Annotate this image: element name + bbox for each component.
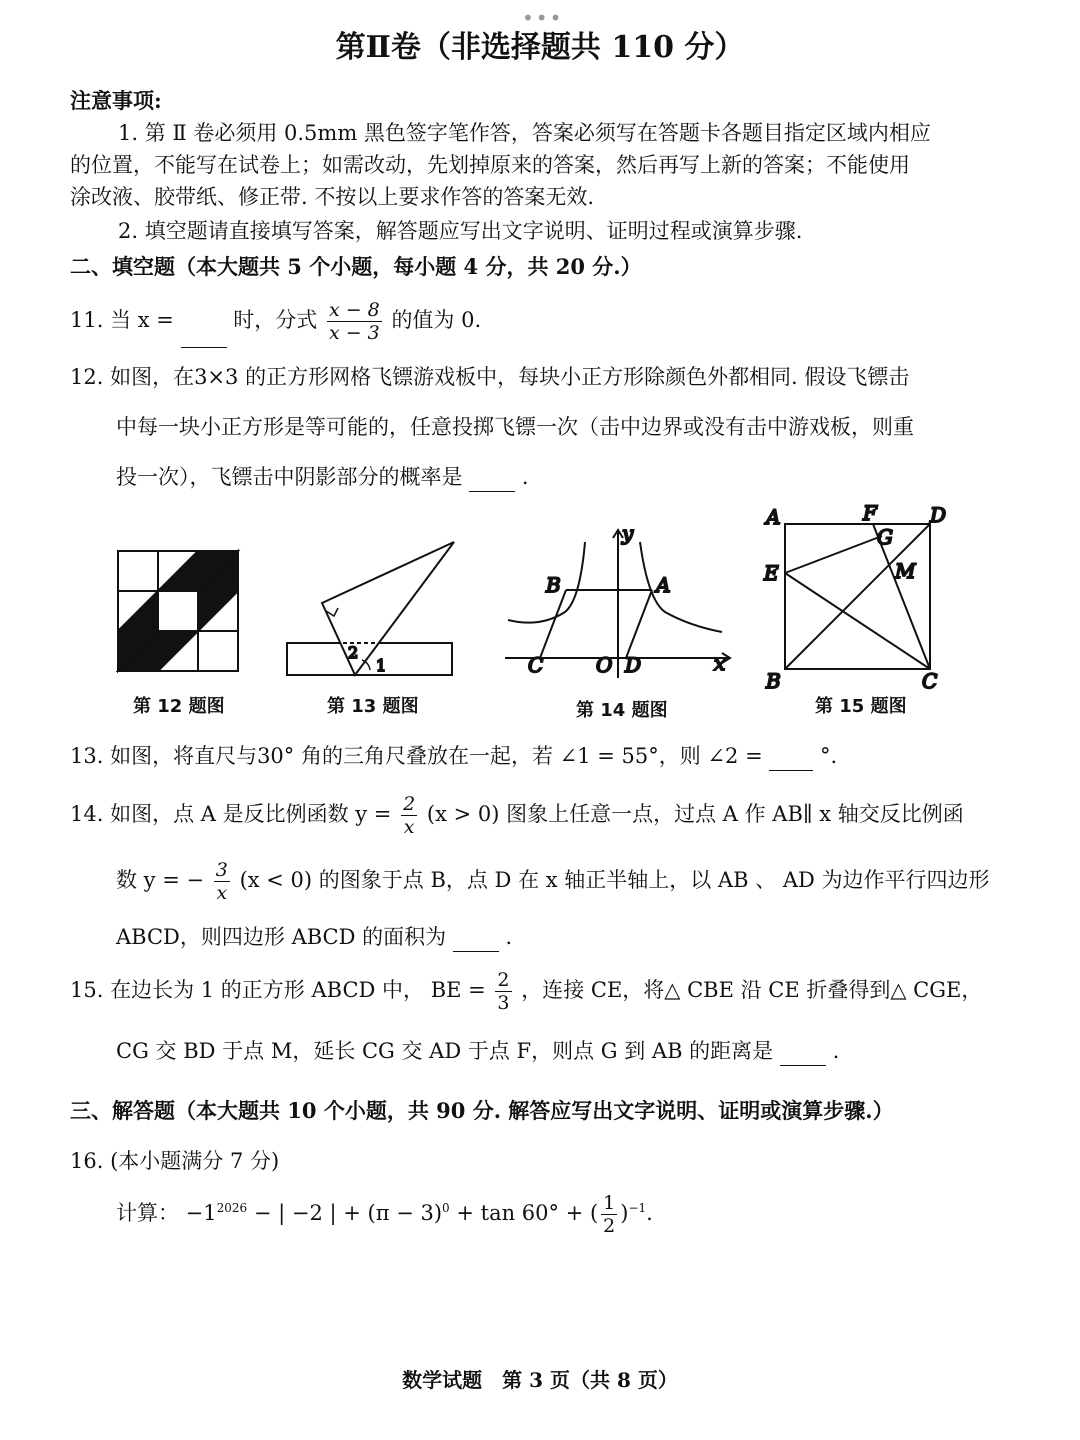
- q15-denominator: 3: [497, 992, 510, 1014]
- q13-text-b: °.: [820, 744, 838, 768]
- caption-fig-13: 第 13 题图: [327, 696, 419, 717]
- q14-text-2a: 数 y = −: [116, 868, 205, 892]
- figure-14-hyperbola: [505, 521, 730, 678]
- q16-expression: [116, 1180, 653, 1241]
- label-c: C: [528, 653, 544, 677]
- angle-2-label: 2: [348, 643, 359, 662]
- q14-fraction-2: [214, 859, 230, 904]
- q11-fraction: [327, 299, 382, 344]
- white-center: [158, 591, 198, 631]
- q15-numerator: 2: [497, 969, 510, 991]
- triangle-ruler: [322, 542, 454, 675]
- page-footer: 数学试题 第 3 页（共 8 页）: [402, 1368, 678, 1392]
- label-f: F: [863, 501, 877, 525]
- note-1-line-1: 1. 第 Ⅱ 卷必须用 0.5mm 黑色签字笔作答，答案必须写在答题卡各题目指定区域内相应: [118, 121, 931, 145]
- q12-line-3: [116, 462, 529, 492]
- q16-exp-3: −1: [628, 1201, 647, 1215]
- q16-exp-2: 0: [442, 1201, 450, 1215]
- label-a: A: [766, 505, 781, 529]
- notes-heading: 注意事项:: [70, 88, 162, 113]
- caption-fig-15: 第 15 题图: [815, 696, 907, 717]
- figure-13-ruler-triangle: [287, 542, 454, 675]
- q16-numerator: 1: [603, 1192, 616, 1214]
- q14-fraction-1: [401, 793, 417, 838]
- q15-text-2b: .: [832, 1039, 840, 1063]
- q15-fraction: [495, 969, 511, 1014]
- segment-ce: [785, 573, 930, 669]
- q12-text-b: .: [521, 465, 529, 489]
- drag-handle: •••: [522, 6, 564, 30]
- q16-text-a: 计算： −1: [116, 1201, 217, 1225]
- label-b: B: [546, 573, 561, 597]
- q14-f2-numerator: 3: [215, 859, 228, 881]
- q12-line-2: 中每一块小正方形是等可能的，任意投掷飞镖一次（击中边界或没有击中游戏板，则重: [116, 415, 914, 439]
- label-m: M: [895, 559, 916, 583]
- label-b: B: [766, 669, 781, 693]
- q14-answer-blank[interactable]: [453, 925, 499, 952]
- label-a: A: [656, 573, 671, 597]
- label-c: C: [922, 669, 938, 693]
- q14-text-3b: .: [505, 925, 513, 949]
- q14-text-2b: (x < 0) 的图象于点 B，点 D 在 x 轴正半轴上，以 AB 、 AD 为边作平行四边形: [239, 868, 990, 892]
- q13-text-a: 13. 如图，将直尺与30° 角的三角尺叠放在一起，若 ∠1 = 55°，则 ∠2 =: [70, 744, 763, 768]
- label-d: D: [625, 653, 642, 677]
- q13-answer-blank[interactable]: [769, 744, 813, 771]
- section-3-heading: 三、解答题（本大题共 10 个小题，共 90 分. 解答应写出文字说明、证明或演算步骤.）: [70, 1098, 894, 1123]
- q16-fraction: [601, 1192, 617, 1237]
- page-title: 第Ⅱ卷（非选择题共 110 分）: [335, 30, 745, 65]
- note-2: 2. 填空题请直接填写答案，解答题应写出文字说明、证明过程或演算步骤.: [118, 219, 803, 243]
- q16-text-c: + tan 60° + (: [449, 1201, 599, 1225]
- q11-text-c: 的值为 0.: [391, 308, 482, 332]
- label-e: E: [764, 561, 779, 585]
- q16-text-d: ): [620, 1201, 629, 1225]
- q11-text-a: 11. 当 x =: [70, 308, 174, 332]
- q12-answer-blank[interactable]: [469, 465, 515, 492]
- hyperbola-right: [640, 542, 722, 632]
- q11-answer-blank[interactable]: [181, 315, 227, 348]
- q14-f1-denominator: x: [403, 816, 415, 838]
- q16-text-e: .: [646, 1201, 653, 1225]
- figure-12-dartboard: [118, 551, 238, 671]
- label-o: O: [596, 653, 613, 677]
- q15-line-1: [70, 962, 982, 1018]
- caption-fig-12: 第 12 题图: [133, 696, 225, 717]
- question-11: [70, 292, 481, 348]
- note-1-line-2: 的位置，不能写在试卷上；如需改动，先划掉原来的答案，然后再写上新的答案；不能使用: [70, 153, 910, 177]
- q12-text-a: 投一次），飞镖击中阴影部分的概率是: [116, 465, 463, 489]
- q14-line-1: [70, 786, 964, 842]
- q14-f2-denominator: x: [216, 882, 228, 904]
- segment-ad: [626, 590, 652, 658]
- label-g: G: [877, 525, 893, 549]
- q11-text-b: 时，分式: [233, 308, 318, 332]
- q12-line-1: 12. 如图，在3×3 的正方形网格飞镖游戏板中，每块小正方形除颜色外都相同. 假设飞镖击: [70, 365, 910, 389]
- q16-heading: 16. (本小题满分 7 分): [70, 1149, 280, 1173]
- q15-answer-blank[interactable]: [780, 1039, 826, 1066]
- figure-15-square: [763, 501, 946, 693]
- q11-denominator: x − 3: [328, 322, 380, 344]
- q14-line-2: [116, 852, 990, 908]
- q14-text-3a: ABCD，则四边形 ABCD 的面积为: [116, 925, 447, 949]
- segment-eg: [785, 536, 882, 573]
- q15-text-1a: 15. 在边长为 1 的正方形 ABCD 中， BE =: [70, 978, 486, 1002]
- label-y: y: [622, 521, 634, 545]
- section-2-heading: 二、填空题（本大题共 5 个小题，每小题 4 分，共 20 分.）: [70, 254, 642, 279]
- q11-numerator: x − 8: [328, 299, 380, 321]
- q14-f1-numerator: 2: [403, 793, 416, 815]
- q16-denominator: 2: [603, 1215, 616, 1237]
- note-1-line-3: 涂改液、胶带纸、修正带. 不按以上要求作答的答案无效.: [70, 185, 595, 209]
- label-x: x: [714, 651, 726, 675]
- angle-1-label: 1: [376, 656, 387, 675]
- q16-text-b: − | −2 | + (π − 3): [247, 1201, 443, 1225]
- q15-text-2a: CG 交 BD 于点 M，延长 CG 交 AD 于点 F，则点 G 到 AB 的距离是: [116, 1039, 774, 1063]
- q15-text-1b: ，连接 CE，将△ CBE 沿 CE 折叠得到△ CGE，: [521, 978, 983, 1002]
- q14-text-1b: (x > 0) 图象上任意一点，过点 A 作 AB∥ x 轴交反比例函: [426, 802, 964, 826]
- q14-text-1a: 14. 如图，点 A 是反比例函数 y =: [70, 802, 392, 826]
- q16-exp-1: 2026: [216, 1201, 248, 1215]
- q14-line-3: [116, 922, 512, 952]
- caption-fig-14: 第 14 题图: [576, 700, 668, 721]
- label-d: D: [930, 503, 947, 527]
- question-13: [70, 741, 837, 771]
- q15-line-2: [116, 1036, 839, 1066]
- segment-bc: [540, 590, 566, 658]
